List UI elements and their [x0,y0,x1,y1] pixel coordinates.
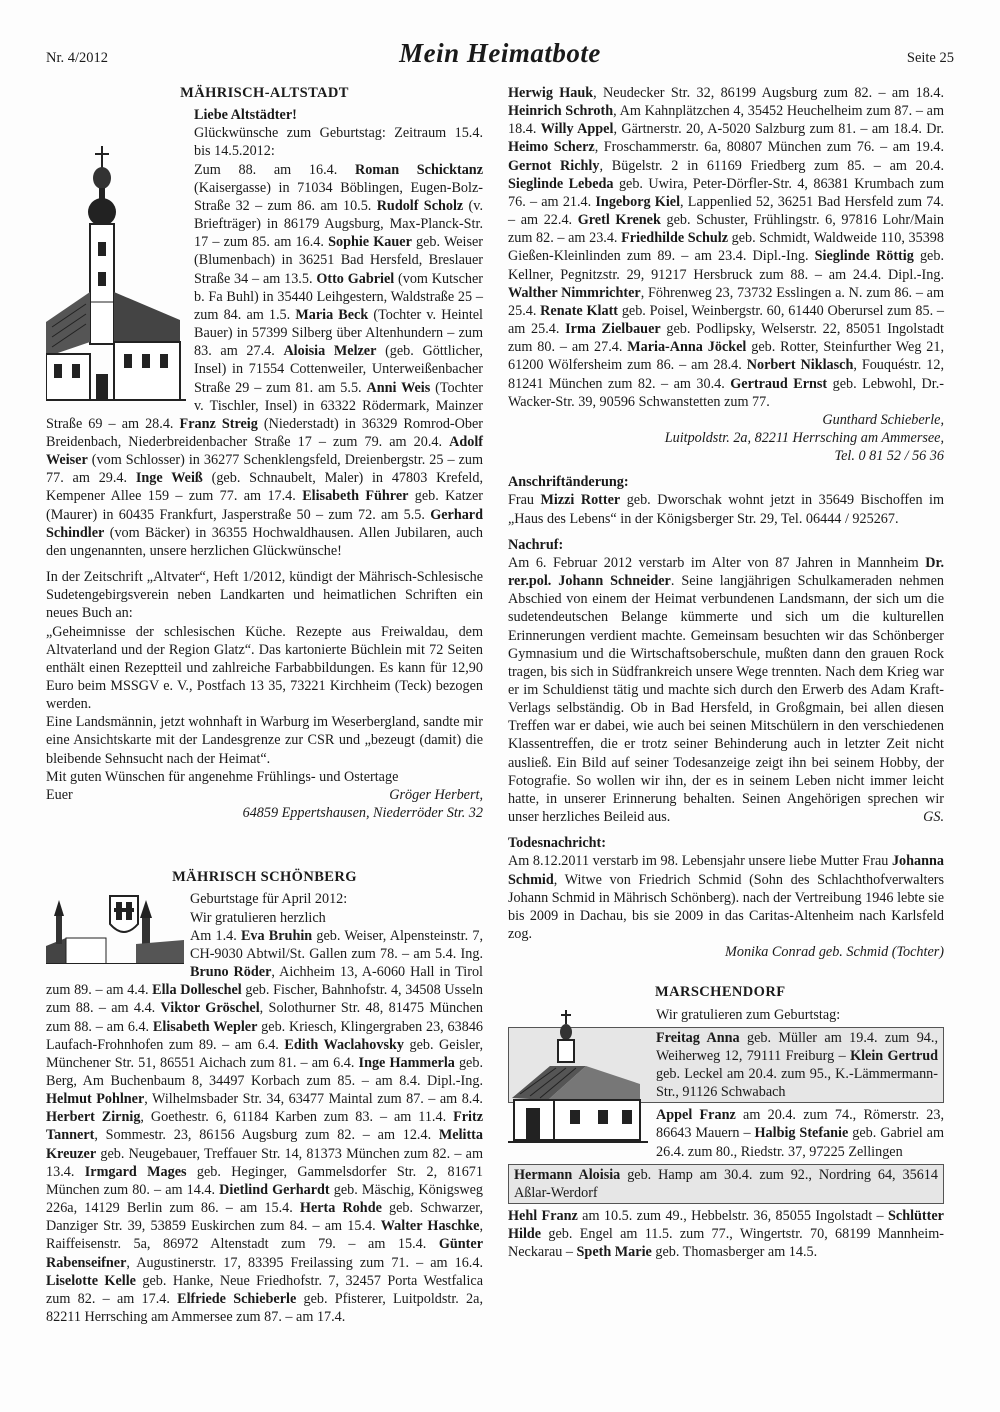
section-title-schoenberg: MÄHRISCH SCHÖNBERG [172,869,357,886]
birthday-list: Zum 88. am 16.4. Roman Schicktanz (Kaisergasse) in 71034 Böblingen, Eugen-Bolz-Straße 32 – zum 86. am 10.5. Rudolf Scholz (v. Briefträger) in 86179 Augsburg, Max-Planck-Str. 17 – zum 85. am 16.4. Sophie Kauer geb. Weiser (Blumenbach) in 36251 Bad Hersfeld, Breslauer Straße 34 – am 13.5. Otto Gabriel (vom Kutscher b. Fa Buhl) in 35440 Leihgestern, Waldstraße 25 – zum 84. am 1.5. Maria Beck (Tochter v. Heintel Bauer) in 57399 Silberg über Altenhundern – zum 83. am 27.4. Aloisia Melzer (geb. Göttlicher, Insel) in 71554 Cottenweiler, Unterweißenbacher Straße 29 – zum 81. am 5.5. Anni Weis (Tochter v. Tischler, Insel) in 63322 Rödermark, Mainzer Straße 69 – am 28.4. Franz Streig (Niederstadt) in 36329 Romrod-Ober Breidenbach, Niederbreidenbacher Straße 17 – zum 79. am 20.4. Adolf Weiser (vom Schlosser) in 36277 Schenklengsfeld, Dreienbergstr. 25 – zum 77. am 29.4. Inge Weiß (geb. Schnaubelt, Maler) in 47803 Krefeld, Kempener Allee 159 – zum 77. am 17.4. Elisabeth Führer geb. Katzer (Maurer) in 60435 Frankfurt, Jasperstraße 50 – zum 72. am 5.5. Gerhard Schindler (vom Bäcker) in 36355 Hochwaldhausen. Allen Jubilaren, auch den ungenannten, unsere herzlichen Glückwünsche! [46,161,483,559]
obituary-text: Am 6. Februar 2012 verstarb im Alter von 87 Jahren in Mannheim Dr. rer.pol. Johann Schneider. Seine langjährigen Schulkameraden nehmen Abschied von einem der Heimat verbundenen Landsmann, der sich um die sudetendeutschen Belange kümmerte und sich um die kulturellen Erinnerungen verdient machte. Gemeinsam besuchten wir das Schönberger Gymnasium und die Wirtschaftsoberschule, mußten dann den grauen Rock tragen, bis sich in Südfrankreich unsere Wege trennten. Nach dem Krieg war er im Schuldienst tätig und machte sich durch den Erwerb des Adam Kraft-Verlags selbständig. Ob in Bad Hersfeld, in Großgmain, bei allen diesen Treffen war er dabei, wie auch bei seinen Mitschülern in den verschiedenen Klassentreffen, die er trotz seiner Behinderung auch in letzter Zeit nicht ausließ. Ein Bild auf seiner Todesanzeige zeigt ihn bei seinem Hobby, der Fotografie. So wollen wir ihn, der es in seinem Leben nicht immer leicht hatte, in unserer Erinnerung behalten. Seinen Angehörigen sprechen wir unser herzliches Beileid aus. GS. [508,554,945,826]
death-notice-signature: Monika Conrad geb. Schmid (Tochter) [725,944,944,961]
paragraph-book: „Geheimnisse der schlesischen Küche. Rezepte aus Freiwaldau, dem Altvaterland und der Region Glatz“. Das kartonierte Büchlein mit 72 Seiten enthält einen Rezeptteil und zahlreiche Farbabbildungen. Es kann für 12,90 Euro beim MSSGV e. V., Postfach 13 35, 73221 Kirchheim (Teck) bezogen werden. [46,623,483,713]
section-title-altstadt: MÄHRISCH-ALTSTADT [180,85,349,101]
signature-schieberle-address: Luitpoldstr. 2a, 82211 Herrsching am Ammersee, [664,429,944,446]
marschendorf-paragraph-1: Appel Franz am 20.4. zum 74., Römerstr. 23, 86643 Mauern – Halbig Stefanie geb. Gabriel am 26.4. zum 80., Riedstr. 37, 97225 Zellingen [656,1107,945,1160]
address-change-heading: Anschriftänderung: [508,474,629,491]
signature-schieberle-phone: Tel. 0 81 52 / 56 36 [834,448,944,465]
signature-address: 64859 Eppertshausen, Niederröder Str. 32 [242,805,483,822]
page-header [46,38,954,78]
town-crest-illustration [46,894,184,964]
masthead-logo: Mein Heimatbote [399,38,601,68]
intro-text: Glückwünsche zum Geburtstag: Zeitraum 15.4. bis 14.5.2012: [194,125,483,160]
birthday-list-schoenberg-cont: Herwig Hauk, Neudecker Str. 32, 86199 Augsburg zum 82. – am 18.4. Heinrich Schroth, Am Kahnplätzchen 4, 35452 Heuchelheim zum 87. – am 18.4. Willy Appel, Gärtnerstr. 20, A-5020 Salzburg zum 81. – am 18.4. Dr. Heimo Scherz, Froschammerstr. 6a, 80807 München zum 76. – am 19.4. Gernot Richly, Bügelstr. 2 in 61169 Friedberg zum 85. – am 20.4. Sieglinde Lebeda geb. Uwira, Peter-Dörfler-Str. 4, 86381 Krumbach zum 76. – am 21.4. Ingeborg Kiel, Lappenlied 52, 36251 Bad Hersfeld zum 74. – am 22.4. Gretl Krenek geb. Schuster, Frühlingstr. 6, 97816 Lohr/Main zum 82. – am 23.4. Friedhilde Schulz geb. Schmidt, Waldweide 110, 35398 Gießen-Kleinlinden zum 89. – am 23.4. Dipl.-Ing. Sieglinde Röttig geb. Kellner, Pegnitzstr. 29, 91217 Hersbruck zum 88. – am 24.4. Dipl.-Ing. Walther Nimmrichter, Föhrenweg 23, 73732 Esslingen a. N. zum 86. – am 25.4. Renate Klatt geb. Poisel, Weinbergstr. 60, 61440 Oberursel zum 85. – am 25.4. Irma Zielbauer geb. Podlipsky, Welserstr. 22, 85051 Ingolstadt zum 80. – am 27.4. Maria-Anna Jöckel geb. Rotter, Steinfurther Weg 21, 61200 Wölfersheim zum 86. – am 28.4. Norbert Niklasch, Fouquéstr. 12, 81241 München zum 82. – am 30.4. Gertraud Ernst geb. Lebwohl, Dr.-Wacker-Str. 39, 90596 Schwanstetten zum 77. [508,85,945,410]
death-notice-heading: Todesnachricht: [508,835,607,852]
greeting: Liebe Altstädter! [194,107,297,124]
obituary-signature: GS. [923,809,944,826]
signature-name: Gröger Herbert, [389,786,483,803]
signature-schieberle: Gunthard Schieberle, [822,411,944,428]
marschendorf-intro: Wir gratulieren zum Geburtstag: [656,1006,841,1023]
page-number: Seite 25 [906,50,954,66]
obituary-heading: Nachruf: [508,536,564,553]
marschendorf-paragraph-2: Hehl Franz am 10.5. zum 49., Hebbelstr. 36, 85055 Ingolstadt – Schlütter Hilde geb. Engel am 11.5. zum 77., Wingertstr. 70, 68199 Mannheim-Neckarau – Speth Marie geb. Thomasberger am 14.5. [508,1208,944,1261]
paragraph-wishes: Mit guten Wünschen für angenehme Frühlings- und Ostertage [46,768,399,785]
paragraph-postcard: Eine Landsmännin, jetzt wohnhaft in Warburg im Weserbergland, sandte mir eine Ansichtskarte mit der Landesgrenze zur CSR und „bezeugt (damit) die bleibende Sehnsucht nach der Heimat“. [46,714,483,767]
closing: Euer [46,786,73,803]
section-title-marschendorf: MARSCHENDORF [655,984,786,1001]
signature-row [46,786,483,804]
schoenberg-intro: Geburtstage für April 2012: [190,891,348,908]
highlight-box-2: Hermann Aloisia geb. Hamp am 30.4. zum 92., Nordring 64, 35614 Aßlar-Werdorf [508,1164,944,1204]
issue-number: Nr. 4/2012 [46,50,109,66]
highlight-box-1: Freitag Anna geb. Müller am 19.4. zum 94., Weiherweg 12, 79111 Freiburg – Klein Gertrud geb. Leckel am 20.4. zum 95., K.-Lämmermann-Str., 91126 Schwabach [508,1027,944,1104]
left-column [46,84,483,1326]
chapel-illustration [508,1010,648,1146]
address-change-text: Frau Mizzi Rotter geb. Dworschak wohnt jetzt in 35649 Bischoffen im „Haus des Lebens“ in der Königsberger Str. 29, Tel. 06444 / 925267. [508,492,944,527]
paragraph-altvater: In der Zeitschrift „Altvater“, Heft 1/2012, kündigt der Mährisch-Schlesische Sudetengebirgsverein neben Landkarten und heimatlichen Schriften ein neues Buch an: [46,569,483,622]
birthday-list-schoenberg: Am 1.4. Eva Bruhin geb. Weiser, Alpensteinstr. 7, CH-9030 Abtwil/St. Gallen zum 78. – am 5.4. Ing. Bruno Röder, Aichheim 13, A-6060 Hall in Tirol zum 89. – am 4.4. Ella Dolleschel geb. Fischer, Bahnhofstr. 4, 34508 Usseln zum 88. – am 4.4. Viktor Gröschel, Solothurner Str. 48, 81475 München zum 88. – am 6.4. Elisabeth Wepler geb. Kriesch, Klingergraben 23, 63846 Laufach-Frohnhofen zum 89. – am 6.4. Edith Waclahovsky geb. Geisler, Münchener Str. 51, 86551 Aichach zum 81. – am 6.4. Inge Hammerla geb. Berg, Am Buchenbaum 8, 34497 Korbach zum 85. – am 8.4. Dipl.-Ing. Helmut Pohlner, Wilhelmsbader Str. 34, 63477 Maintal zum 87. – am 8.4. Herbert Zirnig, Goethestr. 6, 61184 Karben zum 83. – am 11.4. Fritz Tannert, Sommestr. 23, 86156 Augsburg zum 82. – am 12.4. Melitta Kreuzer geb. Neugebauer, Treffauer Str. 14, 81373 München zum 82. – am 13.4. Irmgard Mages geb. Heginger, Gammelsdorfer Str. 2, 81671 München zum 80. – am 14.4. Dietlind Gerhardt geb. Mäschig, Königsweg 226a, 14129 Berlin zum 86. – am 15.4. Herta Rohde geb. Schwarzer, Danziger Str. 39, 53859 Euskirchen zum 84. – am 15.4. Walter Haschke, Raiffeisenstr. 5a, 86972 Altenstadt zum 79. – am 15.4. Günter Rabenseifner, Augustinerstr. 17, 83395 Freilassing zum 71. – am 16.4. Liselotte Kelle geb. Hanke, Neue Friedhofstr. 7, 32457 Porta Westfalica zum 82. – am 17.4. Elfriede Schieberle geb. Pfisterer, Luitpoldstr. 2a, 82211 Herrsching am Ammersee zum 87. – am 17.4. [46,927,484,1325]
schoenberg-intro-2: Wir gratulieren herzlich [190,909,326,926]
right-column [508,84,944,1262]
death-notice-text: Am 8.12.2011 verstarb im 98. Lebensjahr unsere liebe Mutter Frau Johanna Schmid, Witwe von Friedrich Schmid (Sohn des Schlachthofverwalters Johann Schmid in Mährisch Schönberg). nach der Vertreibung 1946 lebte sie bis 2009 in Dachau, bis sie 2009 in das Caritas-Altenheim nach Karlsfeld zog. [508,853,944,943]
church-illustration [46,142,186,404]
